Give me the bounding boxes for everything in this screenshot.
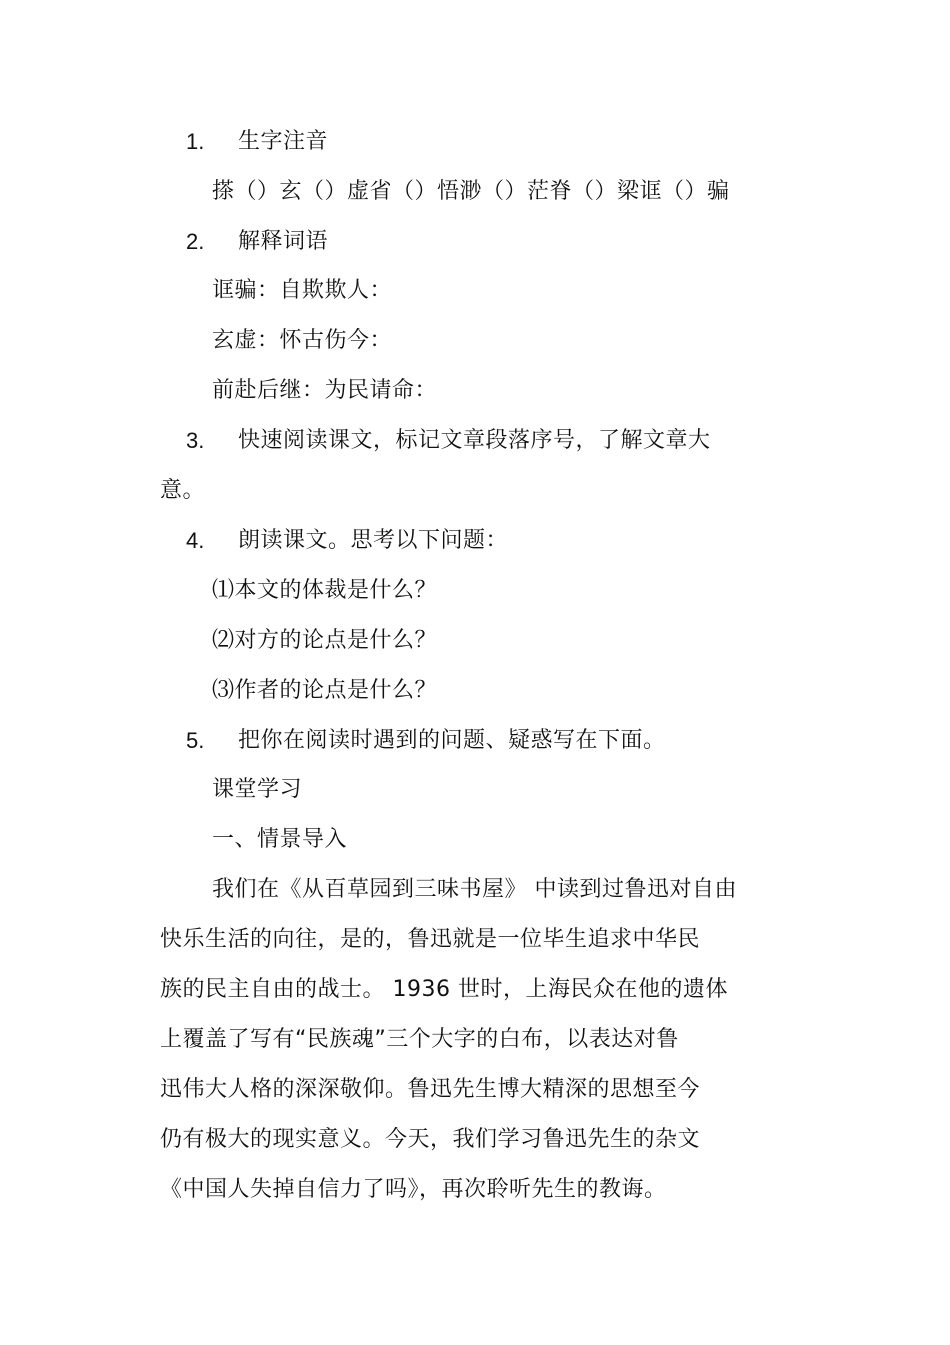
pinyin-exercise-line: 搽（）玄（）虚省（）悟渺（）茫脊（）梁诓（）骗 <box>212 179 730 204</box>
paragraph-line-3: 族的民主自由的战士。 1936 世时，上海民众在他的遗体 <box>160 977 728 1002</box>
vocab-line-3: 前赴后继：为民请命： <box>212 378 438 403</box>
paragraph-line-7: 《中国人失掉自信力了吗》，再次聆听先生的教诲。 <box>160 1177 667 1202</box>
question-1: ⑴本文的体裁是什么？ <box>212 578 438 603</box>
item-2-title: 解释词语 <box>238 229 329 254</box>
item-1-number: 1. <box>186 129 205 154</box>
subsection-title: 一、情景导入 <box>212 827 348 852</box>
vocab-line-2: 玄虚：怀古伤今： <box>212 328 393 353</box>
item-4-title: 朗读课文。思考以下问题： <box>238 528 509 553</box>
item-3-number: 3. <box>186 428 205 453</box>
paragraph-line-6: 仍有极大的现实意义。今天，我们学习鲁迅先生的杂文 <box>160 1127 701 1152</box>
item-4-number: 4. <box>186 528 205 553</box>
item-2-number: 2. <box>186 229 205 254</box>
paragraph-line-1: 我们在《从百草园到三味书屋》 中读到过鲁迅对自由 <box>212 877 737 902</box>
vocab-line-1: 诓骗：自欺欺人： <box>212 278 393 303</box>
item-3-title: 快速阅读课文，标记文章段落序号，了解文章大 <box>238 428 711 453</box>
item-1-title: 生字注音 <box>238 129 329 154</box>
question-3: ⑶作者的论点是什么？ <box>212 678 438 703</box>
item-5-number: 5. <box>186 728 205 753</box>
question-2: ⑵对方的论点是什么？ <box>212 628 438 653</box>
paragraph-line-5: 迅伟大人格的深深敬仰。鲁迅先生博大精深的思想至今 <box>160 1077 701 1102</box>
paragraph-line-2: 快乐生活的向往，是的，鲁迅就是一位毕生追求中华民 <box>160 927 701 952</box>
paragraph-line-4: 上覆盖了写有“民族魂”三个大字的白布，以表达对鲁 <box>160 1027 679 1052</box>
item-5-title: 把你在阅读时遇到的问题、疑惑写在下面。 <box>238 728 666 753</box>
section-title: 课堂学习 <box>212 777 303 802</box>
item-3-continuation: 意。 <box>160 478 206 503</box>
